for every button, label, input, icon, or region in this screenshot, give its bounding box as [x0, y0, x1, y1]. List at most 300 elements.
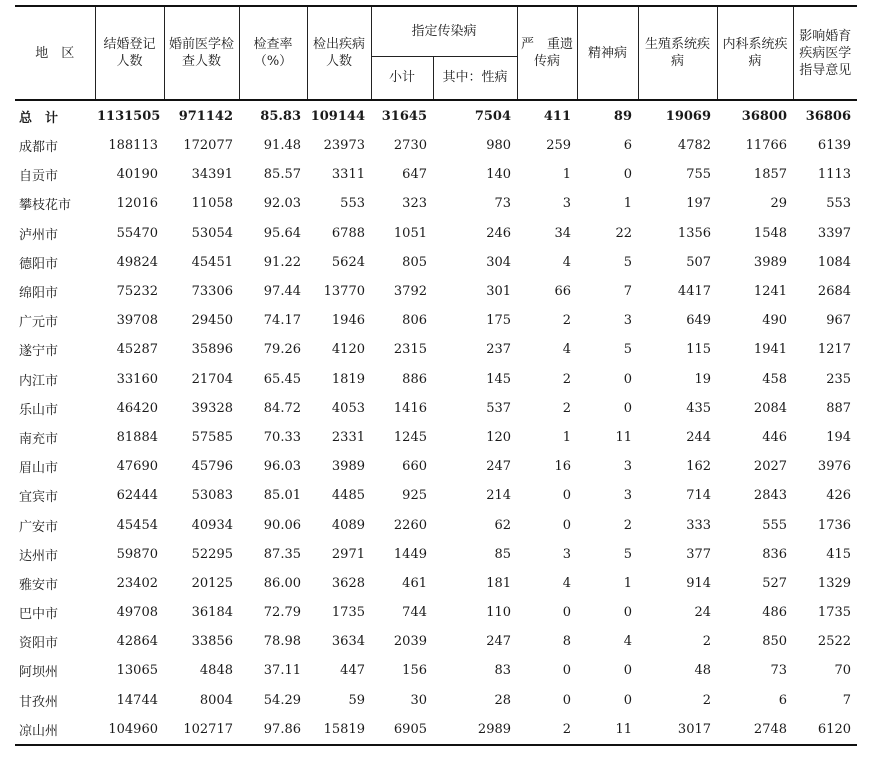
cell-premarital-exam: 45796 [191, 459, 233, 475]
cell-reproductive: 755 [686, 167, 712, 183]
cell-exam-rate: 37.11 [263, 663, 301, 679]
cell-advice: 426 [826, 488, 852, 504]
cell-disease-found: 15819 [323, 721, 365, 737]
cell-marriage-registration: 12016 [116, 196, 158, 212]
cell-infectious-subtotal: 1416 [393, 400, 427, 416]
cell-disease-found: 1735 [331, 605, 365, 621]
header-reproductive: 生殖系统疾病 [638, 6, 717, 100]
cell-reproductive: 333 [686, 517, 712, 533]
cell-disease-found: 13770 [323, 284, 365, 300]
cell-std: 301 [486, 284, 512, 300]
cell-advice: 3976 [817, 459, 852, 475]
cell-premarital-exam: 33856 [191, 634, 233, 650]
cell-disease-found: 59 [348, 692, 365, 708]
table-row [15, 540, 857, 569]
table-row-total [15, 101, 857, 131]
cell-mental: 22 [615, 225, 633, 241]
cell-marriage-registration: 14744 [116, 692, 158, 708]
header-region: 地 区 [15, 6, 95, 100]
row-region-label: 遂宁市 [19, 344, 59, 360]
cell-severe-genetic: 2 [562, 721, 572, 737]
cell-internal: 36800 [741, 108, 788, 124]
cell-internal: 850 [762, 634, 788, 650]
table-row [15, 569, 857, 598]
cell-advice: 1329 [817, 575, 852, 591]
cell-severe-genetic: 0 [562, 663, 572, 679]
cell-exam-rate: 92.03 [263, 196, 301, 212]
cell-mental: 0 [623, 663, 633, 679]
cell-exam-rate: 85.57 [263, 167, 301, 183]
cell-reproductive: 2 [702, 634, 712, 650]
row-region-label: 成都市 [19, 140, 59, 156]
cell-reproductive: 377 [686, 546, 712, 562]
cell-premarital-exam: 40934 [191, 517, 233, 533]
header-marriage-registration: 结婚登记人数 [95, 6, 164, 100]
cell-infectious-subtotal: 3792 [393, 284, 427, 300]
cell-premarital-exam: 57585 [191, 429, 233, 445]
cell-infectious-subtotal: 925 [402, 488, 427, 504]
row-region-label: 广元市 [19, 315, 59, 331]
cell-premarital-exam: 4848 [199, 663, 233, 679]
cell-reproductive: 24 [694, 605, 712, 621]
table-row [15, 160, 857, 189]
table-row [15, 423, 857, 452]
cell-infectious-subtotal: 6905 [393, 721, 427, 737]
cell-infectious-subtotal: 647 [402, 167, 427, 183]
table-row [15, 715, 857, 745]
row-region-label: 自贡市 [19, 169, 59, 185]
cell-disease-found: 4053 [331, 400, 365, 416]
cell-reproductive: 115 [686, 342, 712, 358]
cell-infectious-subtotal: 30 [410, 692, 427, 708]
row-region-label: 宜宾市 [19, 490, 59, 506]
cell-advice: 967 [826, 313, 852, 329]
cell-severe-genetic: 0 [562, 692, 572, 708]
cell-premarital-exam: 52295 [191, 546, 233, 562]
table-row [15, 365, 857, 394]
row-region-label: 凉山州 [19, 723, 59, 739]
cell-disease-found: 3628 [331, 575, 365, 591]
cell-disease-found: 447 [340, 663, 365, 679]
cell-infectious-subtotal: 461 [402, 575, 427, 591]
cell-advice: 3397 [817, 225, 852, 241]
cell-mental: 3 [623, 488, 633, 504]
header-advice: 影响婚育疾病医学指导意见 [793, 6, 857, 100]
cell-reproductive: 914 [686, 575, 712, 591]
cell-disease-found: 1946 [331, 313, 365, 329]
cell-internal: 2027 [753, 459, 788, 475]
cell-advice: 2522 [817, 634, 852, 650]
row-region-label: 巴中市 [19, 607, 59, 623]
cell-advice: 1735 [817, 605, 852, 621]
cell-disease-found: 553 [340, 196, 365, 212]
cell-advice: 7 [842, 692, 852, 708]
cell-exam-rate: 85.01 [263, 488, 301, 504]
cell-disease-found: 5624 [331, 254, 365, 270]
cell-reproductive: 48 [694, 663, 712, 679]
row-region-label: 泸州市 [19, 227, 59, 243]
cell-exam-rate: 91.22 [263, 254, 301, 270]
cell-premarital-exam: 20125 [191, 575, 233, 591]
cell-internal: 555 [762, 517, 788, 533]
cell-exam-rate: 97.44 [263, 284, 301, 300]
cell-advice: 1113 [817, 167, 852, 183]
cell-reproductive: 19069 [665, 108, 712, 124]
cell-internal: 458 [762, 371, 788, 387]
cell-infectious-subtotal: 2730 [393, 138, 427, 154]
row-region-label: 甘孜州 [19, 694, 59, 710]
cell-mental: 1 [623, 196, 633, 212]
cell-premarital-exam: 53054 [191, 225, 233, 241]
cell-advice: 235 [826, 371, 852, 387]
cell-disease-found: 4485 [331, 488, 365, 504]
cell-mental: 6 [623, 138, 633, 154]
cell-marriage-registration: 23402 [116, 575, 158, 591]
cell-reproductive: 19 [694, 371, 712, 387]
cell-std: 304 [486, 254, 512, 270]
cell-exam-rate: 97.86 [263, 721, 301, 737]
cell-premarital-exam: 29450 [191, 313, 233, 329]
cell-std: 246 [486, 225, 512, 241]
cell-severe-genetic: 2 [562, 371, 572, 387]
cell-advice: 194 [826, 429, 852, 445]
cell-internal: 1548 [753, 225, 788, 241]
table-row [15, 627, 857, 656]
table-row [15, 219, 857, 248]
cell-std: 181 [486, 575, 512, 591]
cell-severe-genetic: 16 [554, 459, 572, 475]
cell-disease-found: 3634 [331, 634, 365, 650]
cell-disease-found: 3989 [331, 459, 365, 475]
cell-std: 73 [494, 196, 512, 212]
cell-internal: 490 [762, 313, 788, 329]
cell-std: 85 [494, 546, 512, 562]
cell-disease-found: 4089 [331, 517, 365, 533]
cell-advice: 2684 [817, 284, 852, 300]
cell-mental: 0 [623, 371, 633, 387]
cell-reproductive: 1356 [677, 225, 712, 241]
cell-reproductive: 649 [686, 313, 712, 329]
cell-infectious-subtotal: 323 [402, 196, 427, 212]
table-row [15, 598, 857, 627]
cell-severe-genetic: 2 [562, 313, 572, 329]
table-row [15, 510, 857, 539]
cell-std: 28 [494, 692, 512, 708]
cell-advice: 1217 [817, 342, 852, 358]
cell-std: 120 [486, 429, 512, 445]
cell-exam-rate: 78.98 [263, 634, 301, 650]
cell-severe-genetic: 4 [562, 575, 572, 591]
cell-disease-found: 2331 [331, 429, 365, 445]
cell-internal: 2843 [753, 488, 788, 504]
cell-mental: 11 [615, 429, 633, 445]
cell-exam-rate: 90.06 [263, 517, 301, 533]
row-region-label: 攀枝花市 [19, 198, 72, 214]
cell-premarital-exam: 34391 [191, 167, 233, 183]
cell-exam-rate: 72.79 [263, 605, 301, 621]
row-region-label: 内江市 [19, 373, 59, 389]
cell-marriage-registration: 47690 [116, 459, 158, 475]
cell-reproductive: 4782 [677, 138, 712, 154]
cell-disease-found: 23973 [323, 138, 365, 154]
cell-internal: 2084 [753, 400, 788, 416]
cell-premarital-exam: 11058 [191, 196, 233, 212]
cell-advice: 6120 [817, 721, 852, 737]
cell-marriage-registration: 55470 [116, 225, 158, 241]
cell-advice: 6139 [817, 138, 852, 154]
cell-premarital-exam: 102717 [183, 721, 233, 737]
cell-marriage-registration: 46420 [116, 400, 158, 416]
cell-infectious-subtotal: 2039 [393, 634, 427, 650]
cell-reproductive: 2 [702, 692, 712, 708]
cell-severe-genetic: 8 [562, 634, 572, 650]
row-region-label: 眉山市 [19, 461, 59, 477]
cell-mental: 1 [623, 575, 633, 591]
table-row [15, 452, 857, 481]
cell-infectious-subtotal: 660 [402, 459, 427, 475]
row-region-label: 总 计 [19, 110, 59, 126]
cell-severe-genetic: 66 [554, 284, 572, 300]
row-region-label: 达州市 [19, 548, 59, 564]
cell-std: 247 [486, 634, 512, 650]
cell-std: 237 [486, 342, 512, 358]
header-subtotal: 小计 [371, 56, 433, 100]
cell-mental: 0 [623, 605, 633, 621]
cell-premarital-exam: 53083 [191, 488, 233, 504]
cell-premarital-exam: 35896 [191, 342, 233, 358]
cell-marriage-registration: 49708 [116, 605, 158, 621]
table-row [15, 277, 857, 306]
header-designated-infectious: 指定传染病 [371, 6, 517, 56]
cell-std: 247 [486, 459, 512, 475]
cell-internal: 1241 [753, 284, 788, 300]
cell-advice: 36806 [805, 108, 852, 124]
cell-exam-rate: 91.48 [263, 138, 301, 154]
cell-exam-rate: 85.83 [260, 108, 301, 124]
cell-infectious-subtotal: 1449 [393, 546, 427, 562]
cell-mental: 0 [623, 400, 633, 416]
cell-disease-found: 2971 [331, 546, 365, 562]
table-row [15, 656, 857, 685]
cell-severe-genetic: 0 [562, 605, 572, 621]
cell-reproductive: 197 [686, 196, 712, 212]
cell-severe-genetic: 259 [546, 138, 572, 154]
cell-advice: 1736 [817, 517, 852, 533]
cell-internal: 527 [762, 575, 788, 591]
cell-severe-genetic: 1 [562, 167, 572, 183]
row-region-label: 广安市 [19, 519, 59, 535]
cell-severe-genetic: 411 [543, 108, 572, 124]
cell-severe-genetic: 1 [562, 429, 572, 445]
header-exam-rate: 检查率（%） [239, 6, 307, 100]
cell-mental: 4 [623, 634, 633, 650]
cell-mental: 7 [623, 284, 633, 300]
cell-marriage-registration: 62444 [116, 488, 158, 504]
cell-internal: 11766 [745, 138, 788, 154]
cell-marriage-registration: 13065 [116, 663, 158, 679]
table-row [15, 335, 857, 364]
table-row [15, 686, 857, 715]
cell-internal: 3989 [753, 254, 788, 270]
cell-advice: 1084 [817, 254, 852, 270]
cell-disease-found: 4120 [331, 342, 365, 358]
premarital-exam-table [15, 5, 857, 746]
header-mental: 精神病 [577, 6, 638, 100]
cell-marriage-registration: 104960 [108, 721, 158, 737]
table-bottom-rule [15, 745, 857, 746]
cell-reproductive: 507 [686, 254, 712, 270]
cell-mental: 0 [623, 167, 633, 183]
cell-infectious-subtotal: 1245 [393, 429, 427, 445]
cell-infectious-subtotal: 806 [402, 313, 427, 329]
cell-marriage-registration: 59870 [116, 546, 158, 562]
cell-reproductive: 435 [686, 400, 712, 416]
cell-std: 140 [486, 167, 512, 183]
cell-std: 83 [494, 663, 512, 679]
cell-exam-rate: 79.26 [263, 342, 301, 358]
cell-marriage-registration: 42864 [116, 634, 158, 650]
cell-marriage-registration: 75232 [116, 284, 158, 300]
cell-infectious-subtotal: 886 [402, 371, 427, 387]
table-row [15, 131, 857, 160]
row-region-label: 资阳市 [19, 636, 59, 652]
cell-premarital-exam: 8004 [199, 692, 233, 708]
cell-infectious-subtotal: 2260 [393, 517, 427, 533]
cell-reproductive: 714 [686, 488, 712, 504]
cell-mental: 0 [623, 692, 633, 708]
row-region-label: 乐山市 [19, 402, 59, 418]
row-region-label: 南充市 [19, 431, 59, 447]
cell-infectious-subtotal: 1051 [393, 225, 427, 241]
table-body [15, 100, 857, 745]
header-of-which-std: 其中：性病 [433, 56, 517, 100]
table-row [15, 248, 857, 277]
cell-marriage-registration: 39708 [116, 313, 158, 329]
cell-infectious-subtotal: 744 [402, 605, 427, 621]
cell-disease-found: 6788 [331, 225, 365, 241]
header-severe-genetic: 严 重遗传病 [517, 6, 577, 100]
cell-internal: 836 [762, 546, 788, 562]
row-region-label: 德阳市 [19, 256, 59, 272]
cell-advice: 415 [826, 546, 852, 562]
cell-severe-genetic: 4 [562, 254, 572, 270]
cell-exam-rate: 74.17 [263, 313, 301, 329]
cell-exam-rate: 86.00 [263, 575, 301, 591]
cell-reproductive: 3017 [677, 721, 712, 737]
cell-advice: 887 [826, 400, 852, 416]
cell-mental: 11 [615, 721, 633, 737]
cell-std: 980 [486, 138, 512, 154]
cell-std: 62 [494, 517, 512, 533]
cell-exam-rate: 65.45 [263, 371, 301, 387]
cell-disease-found: 109144 [310, 108, 365, 124]
cell-exam-rate: 54.29 [263, 692, 301, 708]
cell-infectious-subtotal: 31645 [381, 108, 427, 124]
cell-internal: 446 [762, 429, 788, 445]
cell-internal: 486 [762, 605, 788, 621]
cell-premarital-exam: 73306 [191, 284, 233, 300]
table-row [15, 394, 857, 423]
cell-std: 537 [486, 400, 512, 416]
cell-marriage-registration: 81884 [116, 429, 158, 445]
cell-premarital-exam: 36184 [191, 605, 233, 621]
cell-std: 175 [486, 313, 512, 329]
cell-std: 145 [486, 371, 512, 387]
cell-internal: 2748 [753, 721, 788, 737]
cell-premarital-exam: 45451 [191, 254, 233, 270]
cell-mental: 3 [623, 459, 633, 475]
cell-severe-genetic: 3 [562, 196, 572, 212]
cell-mental: 5 [623, 254, 633, 270]
cell-infectious-subtotal: 2315 [393, 342, 427, 358]
cell-std: 7504 [474, 108, 512, 124]
cell-mental: 5 [623, 342, 633, 358]
cell-marriage-registration: 33160 [116, 371, 158, 387]
cell-exam-rate: 95.64 [263, 225, 301, 241]
cell-advice: 553 [826, 196, 852, 212]
cell-std: 2989 [477, 721, 512, 737]
table-row [15, 481, 857, 510]
cell-infectious-subtotal: 805 [402, 254, 427, 270]
cell-mental: 3 [623, 313, 633, 329]
cell-exam-rate: 70.33 [263, 429, 301, 445]
header-disease-found: 检出疾病人数 [307, 6, 371, 100]
cell-internal: 29 [770, 196, 788, 212]
cell-severe-genetic: 0 [562, 517, 572, 533]
cell-marriage-registration: 40190 [116, 167, 158, 183]
cell-exam-rate: 87.35 [263, 546, 301, 562]
cell-internal: 1857 [753, 167, 788, 183]
table-row [15, 306, 857, 335]
cell-exam-rate: 96.03 [263, 459, 301, 475]
header-internal: 内科系统疾病 [717, 6, 793, 100]
cell-premarital-exam: 21704 [191, 371, 233, 387]
cell-internal: 6 [778, 692, 788, 708]
cell-reproductive: 244 [686, 429, 712, 445]
cell-reproductive: 162 [686, 459, 712, 475]
cell-std: 110 [486, 605, 512, 621]
cell-infectious-subtotal: 156 [402, 663, 427, 679]
row-region-label: 雅安市 [19, 577, 59, 593]
cell-exam-rate: 84.72 [263, 400, 301, 416]
cell-advice: 70 [834, 663, 852, 679]
cell-std: 214 [486, 488, 512, 504]
cell-severe-genetic: 4 [562, 342, 572, 358]
cell-disease-found: 3311 [331, 167, 365, 183]
cell-severe-genetic: 3 [562, 546, 572, 562]
cell-marriage-registration: 45454 [116, 517, 158, 533]
cell-mental: 2 [623, 517, 633, 533]
cell-reproductive: 4417 [677, 284, 712, 300]
row-region-label: 阿坝州 [19, 665, 59, 681]
cell-internal: 73 [770, 663, 788, 679]
cell-premarital-exam: 971142 [178, 108, 233, 124]
row-region-label: 绵阳市 [19, 286, 59, 302]
cell-severe-genetic: 34 [554, 225, 572, 241]
cell-marriage-registration: 188113 [108, 138, 158, 154]
cell-mental: 89 [613, 108, 633, 124]
cell-mental: 5 [623, 546, 633, 562]
cell-marriage-registration: 45287 [116, 342, 158, 358]
cell-premarital-exam: 39328 [191, 400, 233, 416]
table-header [15, 6, 857, 100]
cell-internal: 1941 [753, 342, 788, 358]
cell-premarital-exam: 172077 [183, 138, 233, 154]
cell-marriage-registration: 1131505 [97, 108, 161, 124]
cell-disease-found: 1819 [331, 371, 365, 387]
cell-marriage-registration: 49824 [116, 254, 158, 270]
cell-severe-genetic: 0 [562, 488, 572, 504]
